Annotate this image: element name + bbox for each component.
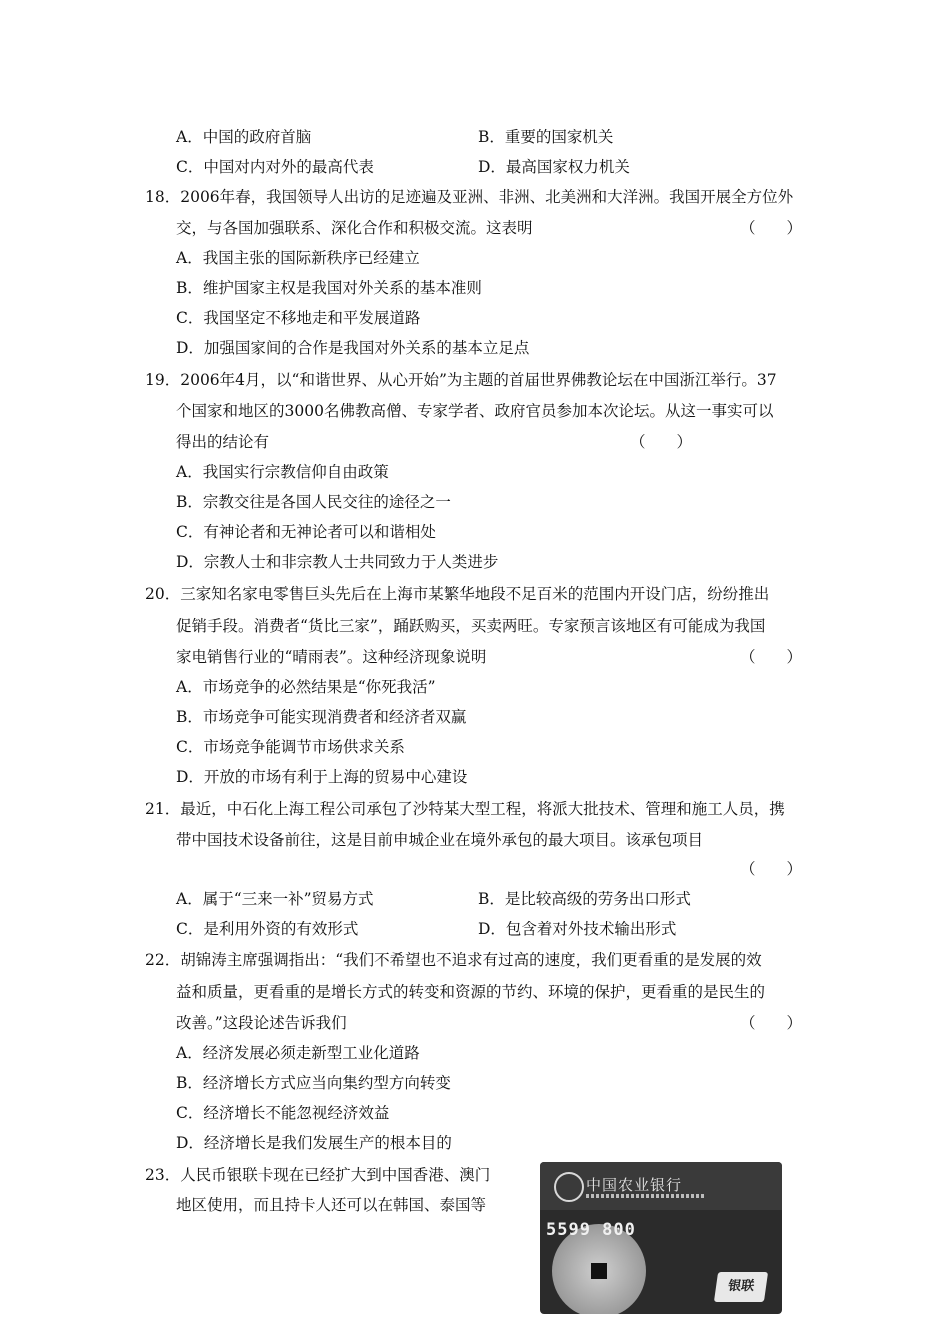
q20-option-a: A．市场竞争的必然结果是“你死我活” xyxy=(176,678,436,696)
q20-stem-line2: 促销手段。消费者“货比三家”，踊跃购买，买卖两旺。专家预言该地区有可能成为我国 xyxy=(176,617,766,635)
q22-option-c: C．经济增长不能忽视经济效益 xyxy=(176,1104,390,1122)
q18-option-c: C．我国坚定不移地走和平发展道路 xyxy=(176,309,421,327)
q18-stem-line1: 18．2006年春，我国领导人出访的足迹遍及亚洲、非洲、北美洲和大洋洲。我国开展全方位外 xyxy=(145,188,794,206)
q21-stem-line2: 带中国技术设备前往，这是目前申城企业在境外承包的最大项目。该承包项目 xyxy=(176,831,704,849)
q18-stem-line2: 交，与各国加强联系、深化合作和积极交流。这表明 xyxy=(176,219,533,237)
bank-name: 中国农业银行 xyxy=(586,1176,683,1194)
q21-option-a: A．属于“三来一补”贸易方式 xyxy=(176,890,374,908)
q19-option-d: D．宗教人士和非宗教人士共同致力于人类进步 xyxy=(176,553,499,571)
q22-option-b: B．经济增长方式应当向集约型方向转变 xyxy=(176,1074,451,1092)
q21-answer-bracket: （ ） xyxy=(740,860,803,878)
q21-option-d: D．包含着对外技术输出形式 xyxy=(478,920,677,938)
q21-stem-line1: 21．最近，中石化上海工程公司承包了沙特某大型工程，将派大批技术、管理和施工人员，携 xyxy=(145,800,785,818)
q18-answer-bracket: （ ） xyxy=(740,219,803,237)
q20-option-c: C．市场竞争能调节市场供求关系 xyxy=(176,738,405,756)
q22-answer-bracket: （ ） xyxy=(740,1014,803,1032)
q17-option-a: A．中国的政府首脑 xyxy=(176,128,312,146)
q20-answer-bracket: （ ） xyxy=(740,648,803,666)
q22-stem-line2: 益和质量，更看重的是增长方式的转变和资源的节约、环境的保护，更看重的是民生的 xyxy=(176,983,766,1001)
q17-option-d: D．最高国家权力机关 xyxy=(478,158,630,176)
q23-stem-line2: 地区使用，而且持卡人还可以在韩国、泰国等 xyxy=(176,1196,487,1214)
coin-square-hole xyxy=(591,1263,607,1279)
q18-option-a: A．我国主张的国际新秩序已经建立 xyxy=(176,249,420,267)
q19-option-c: C．有神论者和无神论者可以和谐相处 xyxy=(176,523,436,541)
q18-option-b: B．维护国家主权是我国对外关系的基本准则 xyxy=(176,279,482,297)
q23-stem-line1: 23．人民币银联卡现在已经扩大到中国香港、澳门 xyxy=(145,1166,491,1184)
q20-stem-line3: 家电销售行业的“晴雨表”。这种经济现象说明 xyxy=(176,648,487,666)
q17-option-b: B．重要的国家机关 xyxy=(478,128,614,146)
q18-option-d: D．加强国家间的合作是我国对外关系的基本立足点 xyxy=(176,339,530,357)
q19-option-b: B．宗教交往是各国人民交往的途径之一 xyxy=(176,493,451,511)
q19-stem-line1: 19．2006年4月，以“和谐世界、从心开始”为主题的首届世界佛教论坛在中国浙江举行。37 xyxy=(145,371,777,389)
q21-option-b: B．是比较高级的劳务出口形式 xyxy=(478,890,691,908)
q19-stem-line3: 得出的结论有 xyxy=(176,433,270,451)
card-number: 5599 800 xyxy=(546,1220,636,1240)
q22-stem-line3: 改善。”这段论述告诉我们 xyxy=(176,1014,347,1032)
q21-option-c: C．是利用外资的有效形式 xyxy=(176,920,359,938)
q20-stem-line1: 20．三家知名家电零售巨头先后在上海市某繁华地段不足百米的范围内开设门店，纷纷推出 xyxy=(145,585,770,603)
bank-card-image xyxy=(540,1162,782,1314)
q22-option-a: A．经济发展必须走新型工业化道路 xyxy=(176,1044,420,1062)
q20-option-d: D．开放的市场有利于上海的贸易中心建设 xyxy=(176,768,468,786)
q20-option-b: B．市场竞争可能实现消费者和经济者双赢 xyxy=(176,708,467,726)
q19-stem-line2: 个国家和地区的3000名佛教高僧、专家学者、政府官员参加本次论坛。从这一事实可以 xyxy=(176,402,774,420)
q19-option-a: A．我国实行宗教信仰自由政策 xyxy=(176,463,389,481)
q22-stem-line1: 22．胡锦涛主席强调指出：“我们不希望也不追求有过高的速度，我们更看重的是发展的效 xyxy=(145,951,762,969)
bank-logo-icon xyxy=(554,1172,584,1202)
q22-option-d: D．经济增长是我们发展生产的根本目的 xyxy=(176,1134,452,1152)
q19-answer-bracket: （ ） xyxy=(630,433,693,451)
unionpay-logo: 银联 xyxy=(714,1272,768,1302)
bank-english-name-strip xyxy=(586,1194,706,1198)
q17-option-c: C．中国对内对外的最高代表 xyxy=(176,158,374,176)
